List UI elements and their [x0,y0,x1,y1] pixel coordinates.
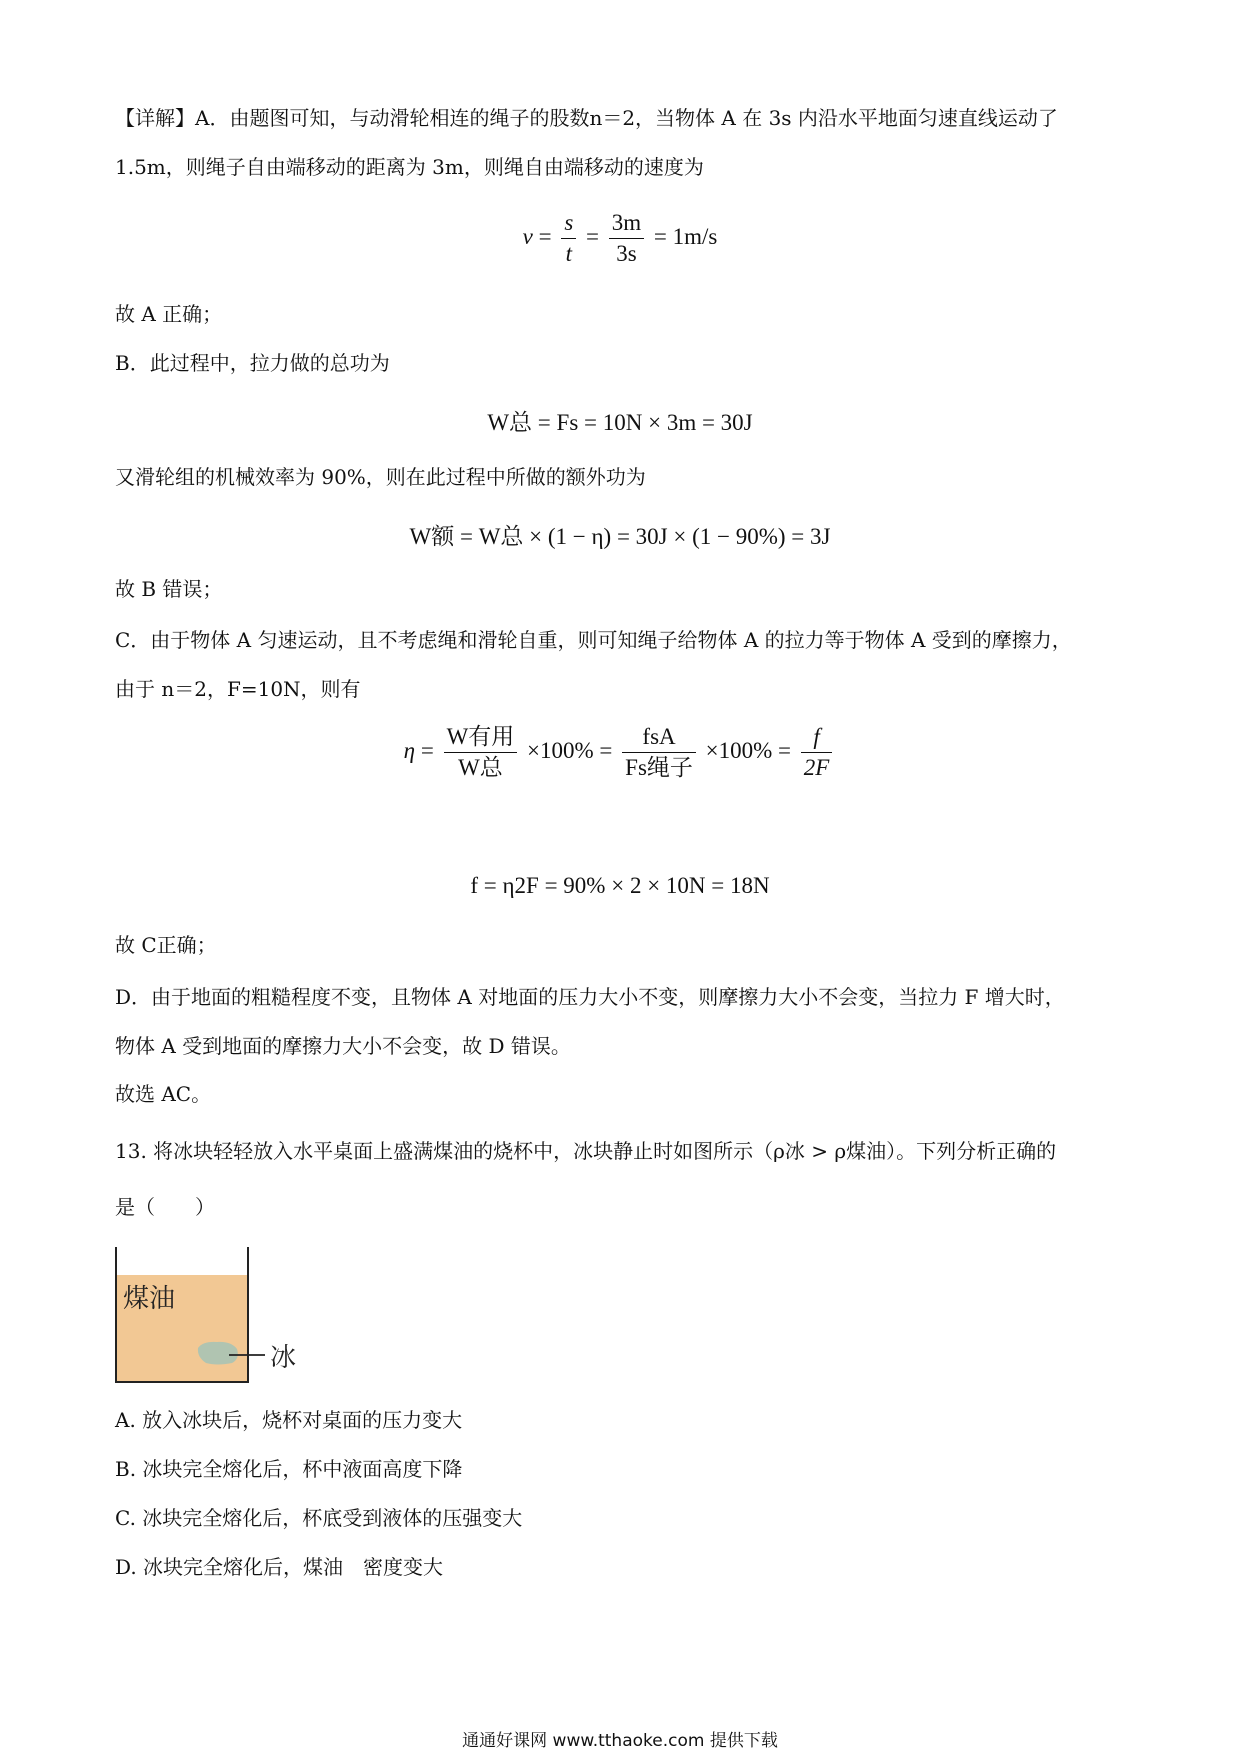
equation-efficiency: η = $\frac{\text{W有用}}{\text{W总}}$ ×100% = $\frac{\text{fsA}}{\text{Fs绳子}}$ ×100% = $\frac{f}{2F}$ [0,722,1240,783]
q13-option-b: B. 冰块完全熔化后，杯中液面高度下降 [115,1457,463,1481]
equation-velocity: v = $\frac{s}{t}$ = $\frac{3m}{3s}$ = 1m/s [522,210,718,266]
b-intro: B．此过程中，拉力做的总功为 [115,351,390,375]
q13-option-c: C. 冰块完全熔化后，杯底受到液体的压强变大 [115,1506,523,1530]
q13-option-a: A. 放入冰块后，烧杯对桌面的压力变大 [115,1408,463,1432]
equation-friction: f = η2F = 90% × 2 × 10N = 18N [470,873,770,898]
a-conclusion: 故 A 正确； [115,302,223,326]
footer-source: 通通好课网 www.tthaoke.com 提供下载 [462,1731,778,1751]
detail-line-1: 【详解】A．由题图可知，与动滑轮相连的绳子的股数n＝2，当物体 A 在 3s 内沿水平地面匀速直线运动了 [115,106,1058,130]
b-line-2: 又滑轮组的机械效率为 90%，则在此过程中所做的额外功为 [115,465,646,489]
d-line-2: 物体 A 受到地面的摩擦力大小不会变，故 D 错误。 [115,1034,571,1058]
q13-option-d: D. 冰块完全熔化后，煤油 密度变大 [115,1555,444,1579]
c-line-1: C．由于物体 A 匀速运动，且不考虑绳和滑轮自重，则可知绳子给物体 A 的拉力等于物体 A 受到的摩擦力， [115,628,1072,652]
equation-extra-work: W额 = W总 × (1 − η) = 30J × (1 − 90%) = 3J [409,524,831,549]
kerosene-label: 煤油 [123,1284,176,1314]
d-line-1: D．由于地面的粗糙程度不变，且物体 A 对地面的压力大小不变，则摩擦力大小不会变，当拉力 F 增大时， [115,985,1065,1009]
c-conclusion: 故 C正确； [115,933,217,957]
detail-line-2: 1.5m，则绳子自由端移动的距离为 3m，则绳自由端移动的速度为 [115,155,704,179]
q13-stem-line-2: 是（ ） [115,1195,215,1219]
q13-stem-line-1: 13. 将冰块轻轻放入水平桌面上盛满煤油的烧杯中，冰块静止时如图所示（ρ冰 > ρ煤油）。下列分析正确的 [115,1139,1057,1163]
ice-block [198,1342,238,1365]
beaker-figure [113,1245,313,1385]
b-conclusion: 故 B 错误； [115,577,223,601]
equation-total-work: W总 = Fs = 10N × 3m = 30J [487,410,753,435]
c-line-2: 由于 n＝2，F=10N，则有 [115,677,361,701]
ice-label: 冰 [270,1343,297,1373]
answer: 故选 AC。 [115,1082,212,1106]
